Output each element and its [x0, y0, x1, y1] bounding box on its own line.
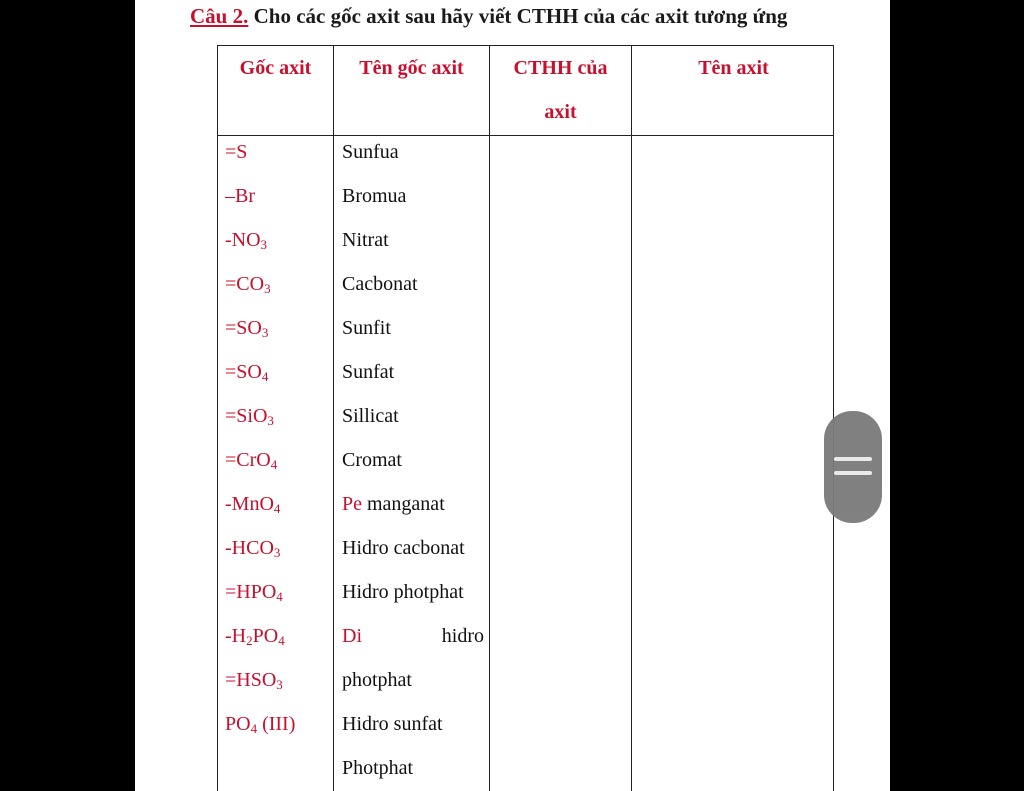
name-text: hidro: [441, 625, 484, 647]
header-goc-axit: Gốc axit: [239, 57, 312, 79]
radical-cell: [225, 625, 285, 647]
radical-subscript: 4: [278, 633, 285, 648]
radical-subscript: 4: [250, 721, 258, 736]
radical-subscript: 3: [267, 413, 274, 428]
radical-cell: [225, 361, 268, 383]
name-text: manganat: [362, 493, 445, 515]
radical-name-cell: [342, 273, 418, 295]
document-page: [135, 0, 890, 791]
col-divider: [631, 46, 632, 791]
name-text: Hidro sunfat: [342, 713, 443, 735]
radical-cell: [225, 405, 274, 427]
radical-formula: -H: [225, 625, 247, 647]
name-text: Cacbonat: [342, 273, 418, 295]
name-text: Hidro cacbonat: [342, 537, 465, 559]
radical-name-cell: [342, 185, 406, 207]
header-ten-goc-axit: Tên gốc axit: [359, 57, 464, 79]
radical-cell: [225, 581, 283, 603]
name-highlight: Pe: [342, 493, 362, 515]
name-text: Nitrat: [342, 229, 389, 251]
question-title: [190, 4, 870, 29]
name-text: Sunfat: [342, 361, 395, 383]
scroll-handle-icon[interactable]: [824, 411, 882, 523]
radical-cell: [225, 713, 295, 735]
header-divider: [218, 135, 833, 136]
radical-cell: [225, 317, 268, 339]
name-text: Bromua: [342, 185, 407, 207]
radical-cell: [225, 185, 255, 207]
radical-formula: =CO: [225, 273, 265, 295]
radical-subscript: 4: [276, 589, 283, 604]
radical-subscript: 3: [264, 281, 271, 296]
radical-formula: -MnO: [225, 493, 274, 515]
radical-name-cell: [342, 757, 413, 779]
radical-subscript: 4: [261, 369, 269, 384]
name-text: Sillicat: [342, 405, 399, 427]
col-divider: [489, 46, 490, 791]
name-text: photphat: [342, 669, 412, 691]
question-label: Câu 2.: [190, 4, 249, 28]
radical-cell: [225, 537, 280, 559]
radical-subscript: 4: [273, 501, 281, 516]
name-highlight: Di: [342, 625, 362, 647]
radical-name-cell: [342, 229, 389, 251]
radical-formula-tail: PO: [252, 625, 279, 647]
radical-cell: [225, 449, 277, 471]
radical-cell: [225, 229, 267, 251]
radical-subscript: 3: [260, 237, 268, 252]
radical-table: [217, 45, 834, 791]
radical-cell: [225, 669, 283, 691]
radical-subscript: 4: [270, 457, 278, 472]
radical-subscript: 3: [273, 545, 281, 560]
radical-cell: [225, 141, 247, 163]
radical-subscript: 3: [276, 677, 283, 692]
radical-formula: =CrO: [225, 449, 271, 471]
name-text: Photphat: [342, 757, 414, 779]
name-text: Sunfit: [342, 317, 391, 339]
header-cthh-line2: axit: [544, 101, 577, 123]
col-divider: [333, 46, 334, 791]
radical-formula: -HCO: [225, 537, 274, 559]
radical-name-cell: [342, 493, 445, 515]
radical-name-cell: [342, 141, 399, 163]
radical-formula: -NO: [225, 229, 261, 251]
radical-name-cell: [342, 581, 464, 603]
radical-name-cell: [342, 405, 399, 427]
radical-name-cell: [342, 713, 443, 735]
radical-cell: [225, 493, 280, 515]
radical-subscript: 3: [261, 325, 269, 340]
name-text: Hidro photphat: [342, 581, 464, 603]
radical-formula: =SO: [225, 361, 262, 383]
question-text: Cho các gốc axit sau hãy viết CTHH của các axit tương ứng: [248, 4, 788, 28]
radical-subscript: 2: [246, 633, 253, 648]
radical-formula: =HPO: [225, 581, 277, 603]
radical-formula: =SiO: [225, 405, 268, 427]
header-cthh-line1: CTHH của: [513, 57, 608, 79]
radical-cell: [225, 273, 271, 295]
radical-formula: –Br: [225, 185, 255, 207]
radical-formula: =HSO: [225, 669, 277, 691]
radical-name-cell: [342, 669, 412, 691]
radical-formula: =SO: [225, 317, 262, 339]
radical-formula-tail: (III): [257, 713, 296, 735]
radical-formula: PO: [225, 713, 251, 735]
scroll-grip-line: [834, 471, 872, 475]
radical-formula: =S: [225, 141, 248, 163]
radical-name-cell: [342, 625, 484, 647]
scroll-grip-line: [834, 457, 872, 461]
name-text: Sunfua: [342, 141, 399, 163]
radical-name-cell: [342, 537, 465, 559]
radical-name-cell: [342, 361, 394, 383]
header-ten-axit: Tên axit: [698, 57, 769, 79]
name-text: Cromat: [342, 449, 402, 471]
radical-name-cell: [342, 317, 391, 339]
radical-name-cell: [342, 449, 402, 471]
